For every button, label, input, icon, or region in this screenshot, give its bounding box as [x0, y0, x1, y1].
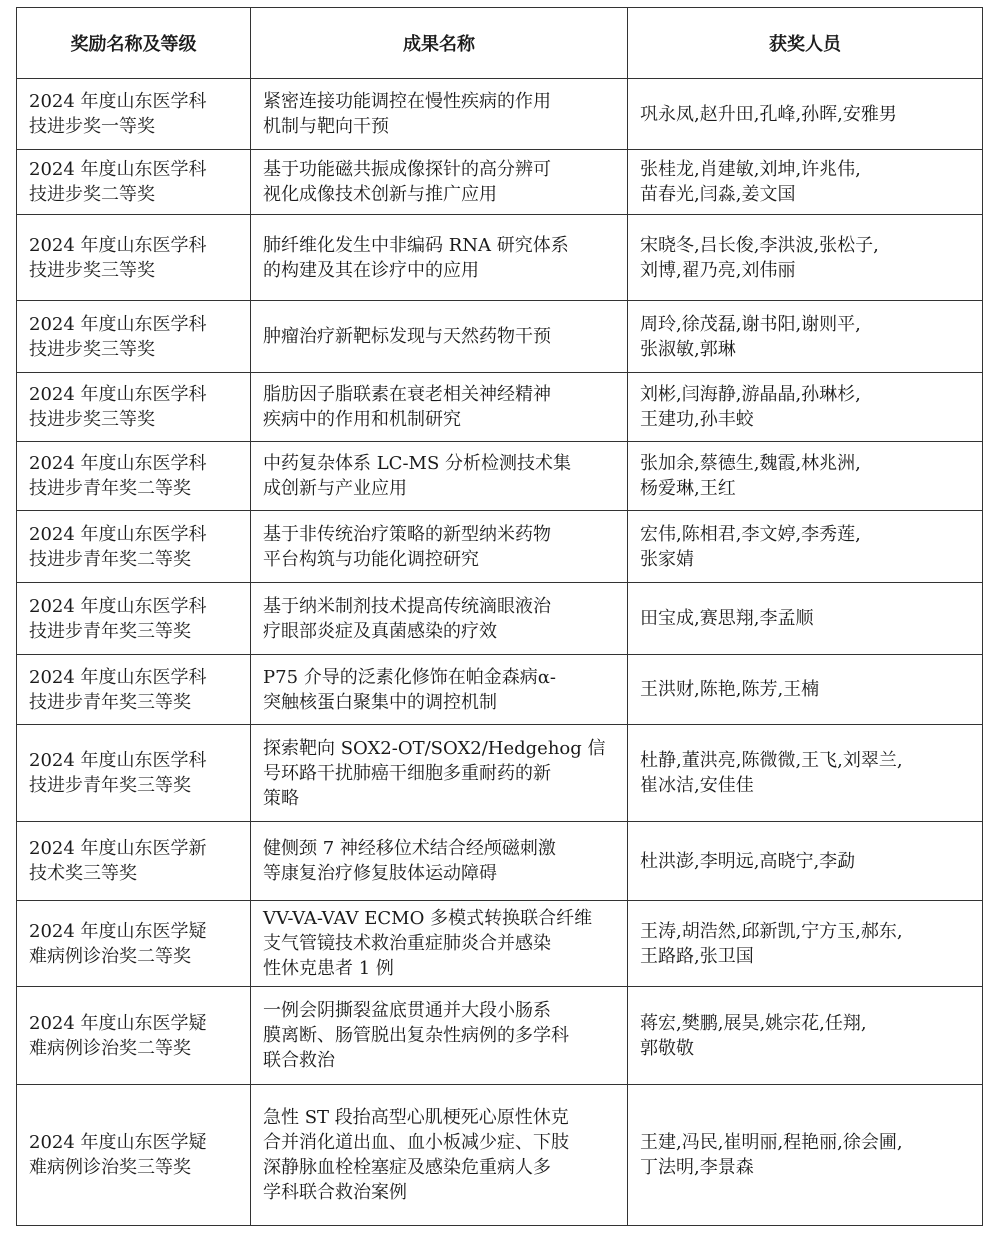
title-line: 支气管镜技术救治重症肺炎合并感染	[263, 933, 551, 954]
table-row	[17, 511, 983, 583]
award-cell	[17, 822, 251, 901]
people-line: 刘博,翟乃亮,刘伟丽	[640, 259, 796, 281]
award-line: 技进步奖二等奖	[29, 184, 155, 205]
people-cell	[628, 987, 983, 1085]
people-line: 刘彬,闫海静,游晶晶,孙琳杉,	[640, 384, 861, 405]
title-line: 成创新与产业应用	[263, 478, 407, 499]
people-cell	[628, 301, 983, 373]
people-cell	[628, 822, 983, 901]
people-line: 田宝成,赛思翔,李孟顺	[640, 608, 814, 629]
people-line: 杨爱琳,王红	[640, 478, 736, 499]
table-row	[17, 442, 983, 511]
table-row	[17, 215, 983, 301]
title-line: 膜离断、肠管脱出复杂性病例的多学科	[263, 1025, 569, 1046]
people-cell	[628, 583, 983, 655]
title-line: 急性 ST 段抬高型心肌梗死心原性休克	[263, 1107, 569, 1128]
award-cell	[17, 1085, 251, 1226]
award-cell	[17, 150, 251, 215]
title-cell	[251, 987, 628, 1085]
award-line: 技进步奖一等奖	[29, 116, 155, 137]
title-line: 基于纳米制剂技术提高传统滴眼液治	[263, 595, 551, 617]
people-line: 宋晓冬,吕长俊,李洪波,张松子,	[640, 234, 879, 256]
award-cell	[17, 511, 251, 583]
table-header	[17, 8, 983, 79]
award-line: 技进步奖三等奖	[29, 338, 155, 360]
award-line: 2024 年度山东医学科	[29, 666, 207, 688]
table-body	[17, 79, 983, 1226]
award-line: 2024 年度山东医学疑	[29, 1132, 207, 1153]
award-line: 技进步青年奖三等奖	[29, 691, 191, 713]
people-cell	[628, 725, 983, 822]
table-row	[17, 987, 983, 1085]
awards-table	[16, 7, 983, 1226]
title-cell	[251, 442, 628, 511]
award-line: 2024 年度山东医学新	[29, 838, 207, 859]
award-line: 2024 年度山东医学科	[29, 523, 207, 545]
title-line: 学科联合救治案例	[263, 1182, 407, 1203]
title-line: 疗眼部炎症及真菌感染的疗效	[263, 620, 497, 642]
title-line: 策略	[263, 787, 299, 809]
table-row	[17, 373, 983, 442]
people-cell	[628, 373, 983, 442]
table-row	[17, 725, 983, 822]
title-cell	[251, 301, 628, 373]
award-line: 2024 年度山东医学疑	[29, 920, 207, 942]
title-cell	[251, 215, 628, 301]
award-line: 2024 年度山东医学疑	[29, 1012, 207, 1034]
award-cell	[17, 301, 251, 373]
people-cell	[628, 215, 983, 301]
title-line: P75 介导的泛素化修饰在帕金森病α-	[263, 666, 556, 688]
people-line: 王路路,张卫国	[640, 945, 754, 967]
people-line: 张淑敏,郭琳	[640, 338, 736, 360]
award-line: 2024 年度山东医学科	[29, 750, 207, 771]
people-line: 宏伟,陈相君,李文婷,李秀莲,	[640, 523, 861, 545]
award-cell	[17, 373, 251, 442]
people-line: 丁法明,李景森	[640, 1157, 754, 1178]
title-line: 等康复治疗修复肢体运动障碍	[263, 863, 497, 884]
title-line: 视化成像技术创新与推广应用	[263, 184, 497, 205]
people-line: 巩永凤,赵升田,孔峰,孙晖,安雅男	[640, 103, 897, 125]
award-cell	[17, 583, 251, 655]
header-award: 奖励名称及等级	[17, 8, 251, 79]
table-row	[17, 150, 983, 215]
title-line: 紧密连接功能调控在慢性疾病的作用	[263, 91, 551, 112]
award-line: 技进步奖三等奖	[29, 409, 155, 430]
award-line: 2024 年度山东医学科	[29, 595, 207, 617]
people-line: 王涛,胡浩然,邱新凯,宁方玉,郝东,	[640, 920, 903, 942]
people-cell	[628, 442, 983, 511]
people-cell	[628, 511, 983, 583]
people-line: 郭敬敬	[640, 1037, 694, 1059]
title-line: 健侧颈 7 神经移位术结合经颅磁刺激	[263, 838, 556, 859]
table-row	[17, 655, 983, 725]
title-line: 突触核蛋白聚集中的调控机制	[263, 691, 497, 713]
title-cell	[251, 583, 628, 655]
people-line: 蒋宏,樊鹏,展昊,姚宗花,任翔,	[640, 1012, 867, 1034]
award-line: 2024 年度山东医学科	[29, 91, 207, 112]
title-cell	[251, 655, 628, 725]
title-line: 中药复杂体系 LC-MS 分析检测技术集	[263, 453, 572, 474]
title-line: 的构建及其在诊疗中的应用	[263, 259, 479, 281]
title-line: 肺纤维化发生中非编码 RNA 研究体系	[263, 234, 569, 256]
title-cell	[251, 901, 628, 987]
table-row	[17, 79, 983, 150]
people-line: 张家婧	[640, 548, 694, 570]
title-line: 联合救治	[263, 1050, 335, 1071]
people-line: 王洪财,陈艳,陈芳,王楠	[640, 679, 820, 700]
title-line: 号环路干扰肺癌干细胞多重耐药的新	[263, 762, 551, 784]
title-line: 肿瘤治疗新靶标发现与天然药物干预	[263, 326, 551, 347]
title-cell	[251, 511, 628, 583]
award-line: 技进步青年奖三等奖	[29, 620, 191, 642]
people-cell	[628, 79, 983, 150]
people-line: 崔冰洁,安佳佳	[640, 775, 754, 796]
award-line: 技进步青年奖二等奖	[29, 548, 191, 570]
title-line: 机制与靶向干预	[263, 116, 389, 137]
title-line: 基于非传统治疗策略的新型纳米药物	[263, 523, 551, 545]
award-line: 技术奖三等奖	[29, 863, 137, 884]
award-cell	[17, 655, 251, 725]
people-cell	[628, 1085, 983, 1226]
table-row	[17, 822, 983, 901]
title-line: VV-VA-VAV ECMO 多模式转换联合纤维	[263, 908, 593, 929]
award-line: 难病例诊治奖二等奖	[29, 1037, 191, 1059]
title-line: 疾病中的作用和机制研究	[263, 409, 461, 430]
table-row	[17, 1085, 983, 1226]
title-cell	[251, 150, 628, 215]
award-cell	[17, 901, 251, 987]
people-line: 张桂龙,肖建敏,刘坤,许兆伟,	[640, 159, 861, 180]
award-line: 2024 年度山东医学科	[29, 159, 207, 180]
award-line: 技进步奖三等奖	[29, 259, 155, 281]
people-cell	[628, 150, 983, 215]
award-line: 难病例诊治奖三等奖	[29, 1157, 191, 1178]
people-line: 张加余,蔡德生,魏霞,林兆洲,	[640, 453, 861, 474]
title-line: 性休克患者 1 例	[263, 958, 394, 979]
award-cell	[17, 987, 251, 1085]
award-cell	[17, 215, 251, 301]
table-row	[17, 901, 983, 987]
people-line: 苗春光,闫淼,姜文国	[640, 184, 796, 205]
title-line: 基于功能磁共振成像探针的高分辨可	[263, 159, 551, 180]
people-line: 杜洪澎,李明远,高晓宁,李勐	[640, 850, 856, 872]
header-row	[17, 8, 983, 79]
title-line: 深静脉血栓栓塞症及感染危重病人多	[263, 1157, 551, 1178]
award-line: 难病例诊治奖二等奖	[29, 945, 191, 967]
title-cell	[251, 79, 628, 150]
award-line: 技进步青年奖二等奖	[29, 478, 191, 499]
title-line: 探索靶向 SOX2-OT/SOX2/Hedgehog 信	[263, 737, 606, 759]
award-line: 2024 年度山东医学科	[29, 384, 207, 405]
title-line: 一例会阴撕裂盆底贯通并大段小肠系	[263, 1000, 551, 1021]
header-people: 获奖人员	[628, 8, 983, 79]
title-line: 合并消化道出血、血小板减少症、下肢	[263, 1132, 569, 1153]
title-line: 平台构筑与功能化调控研究	[263, 548, 479, 570]
header-title: 成果名称	[251, 8, 628, 79]
title-cell	[251, 822, 628, 901]
award-cell	[17, 79, 251, 150]
title-cell	[251, 373, 628, 442]
title-cell	[251, 1085, 628, 1226]
table-row	[17, 583, 983, 655]
award-cell	[17, 442, 251, 511]
title-line: 脂肪因子脂联素在衰老相关神经精神	[263, 384, 551, 405]
award-cell	[17, 725, 251, 822]
people-line: 王建,冯民,崔明丽,程艳丽,徐会圃,	[640, 1132, 903, 1153]
table-row	[17, 301, 983, 373]
people-line: 周玲,徐茂磊,谢书阳,谢则平,	[640, 313, 861, 335]
award-line: 2024 年度山东医学科	[29, 234, 207, 256]
award-line: 技进步青年奖三等奖	[29, 775, 191, 796]
people-cell	[628, 901, 983, 987]
award-line: 2024 年度山东医学科	[29, 313, 207, 335]
people-line: 王建功,孙丰蛟	[640, 409, 754, 430]
title-cell	[251, 725, 628, 822]
people-line: 杜静,董洪亮,陈微微,王飞,刘翠兰,	[640, 750, 903, 771]
people-cell	[628, 655, 983, 725]
award-line: 2024 年度山东医学科	[29, 453, 207, 474]
